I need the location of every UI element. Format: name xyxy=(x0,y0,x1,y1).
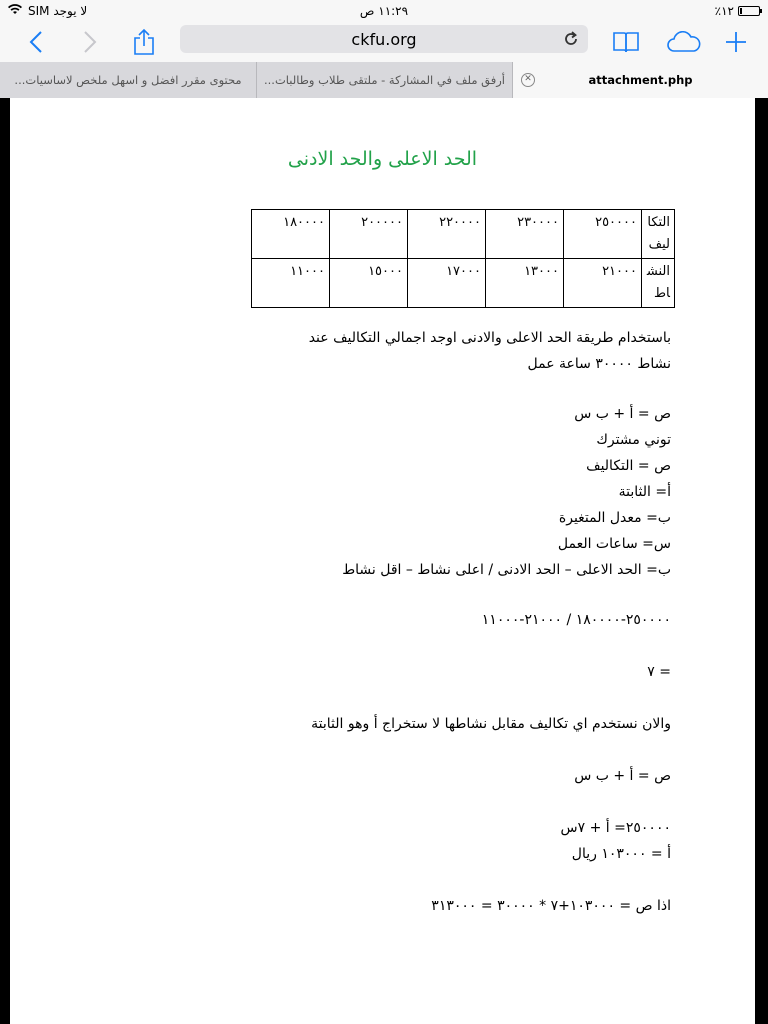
table-cell: ١٨٠٠٠٠ xyxy=(252,210,330,259)
tab-3[interactable] xyxy=(0,62,256,98)
definition-line: ب= الحد الاعلى – الحد الادنى / اعلى نشاط – اقل نشاط xyxy=(342,562,671,578)
reload-icon[interactable] xyxy=(562,30,580,48)
forward-button[interactable] xyxy=(74,26,106,58)
battery-fill xyxy=(740,8,742,14)
status-right xyxy=(715,4,760,18)
table-cell: التكاليف xyxy=(642,210,675,259)
definition-line: س= ساعات العمل xyxy=(557,536,671,552)
status-time: ١١:٢٩ ص xyxy=(359,4,409,18)
definition-line: ص = التكاليف xyxy=(586,458,671,474)
page-viewport[interactable] xyxy=(0,98,768,1024)
text-line: والان نستخدم اي تكاليف مقابل نشاطها لا ستخراج أ وهو الثابتة xyxy=(311,716,671,732)
table-cell: ١٣٠٠٠ xyxy=(486,259,564,308)
table-cell: ٢٢٠٠٠٠ xyxy=(408,210,486,259)
table-cell: ٢٣٠٠٠٠ xyxy=(486,210,564,259)
battery-percent: ٪١٢ xyxy=(714,4,734,18)
tab-1-active[interactable] xyxy=(512,62,768,98)
problem-text-line: باستخدام طريقة الحد الاعلى والادنى اوجد اجمالي التكاليف عند xyxy=(308,330,671,346)
icloud-tabs-button[interactable] xyxy=(664,26,704,58)
tab-2[interactable] xyxy=(256,62,512,98)
table-row xyxy=(252,259,675,308)
tab-bar xyxy=(0,62,768,99)
calculation-line: ٢٥٠٠٠٠-١٨٠٠٠٠ / ٢١٠٠٠-١١٠٠٠ xyxy=(481,612,671,628)
chevron-right-icon xyxy=(83,30,97,54)
table-cell: النشاط xyxy=(642,259,675,308)
text-line: توني مشترك xyxy=(596,432,671,448)
bookmarks-button[interactable] xyxy=(610,26,642,58)
document-page xyxy=(10,98,755,1024)
cloud-icon xyxy=(666,31,702,53)
definition-line: ب= معدل المتغيرة xyxy=(558,510,671,526)
book-icon xyxy=(612,30,640,54)
document-title: الحد الاعلى والحد الادنى xyxy=(287,148,478,170)
calculation-line: ٢٥٠٠٠٠= أ + ٧س xyxy=(560,820,671,836)
share-icon xyxy=(133,28,155,56)
close-tab-icon[interactable]: ✕ xyxy=(521,73,535,87)
table-row xyxy=(252,210,675,259)
address-bar[interactable] xyxy=(180,25,588,53)
browser-toolbar xyxy=(0,22,768,62)
table-cell: ١٧٠٠٠ xyxy=(408,259,486,308)
chevron-left-icon xyxy=(29,30,43,54)
final-result-line: اذا ص = ١٠٣٠٠٠+٧ * ٣٠٠٠٠ = ٣١٣٠٠٠ xyxy=(431,898,671,914)
tab-1-label: attachment.php xyxy=(588,73,693,87)
plus-icon xyxy=(725,31,747,53)
tab-3-label: محتوى مقرر افضل و اسهل ملخص لاساسيات... xyxy=(14,73,242,87)
table-cell: ٢٠٠٠٠٠ xyxy=(330,210,408,259)
problem-text-line: نشاط ٣٠٠٠٠ ساعة عمل xyxy=(527,356,671,372)
carrier-label: لا يوجد SIM xyxy=(28,4,88,18)
table-cell: ١١٠٠٠ xyxy=(252,259,330,308)
formula-line: ص = أ + ب س xyxy=(574,768,671,784)
table-cell: ٢١٠٠٠ xyxy=(564,259,642,308)
table-cell: ١٥٠٠٠ xyxy=(330,259,408,308)
battery-icon xyxy=(738,6,760,16)
back-button[interactable] xyxy=(20,26,52,58)
status-bar xyxy=(0,0,768,22)
cost-activity-table xyxy=(251,209,675,308)
share-button[interactable] xyxy=(128,26,160,58)
url-text: ckfu.org xyxy=(351,29,417,49)
tab-2-label: أرفق ملف في المشاركة - ملتقى طلاب وطالبات... xyxy=(264,73,505,87)
calculation-line: أ = ١٠٣٠٠٠ ريال xyxy=(571,846,671,862)
new-tab-button[interactable] xyxy=(720,26,752,58)
result-line: = ٧ xyxy=(647,664,671,680)
formula-line: ص = أ + ب س xyxy=(574,406,671,422)
definition-line: أ= الثابتة xyxy=(618,484,671,500)
table-cell: ٢٥٠٠٠٠ xyxy=(564,210,642,259)
